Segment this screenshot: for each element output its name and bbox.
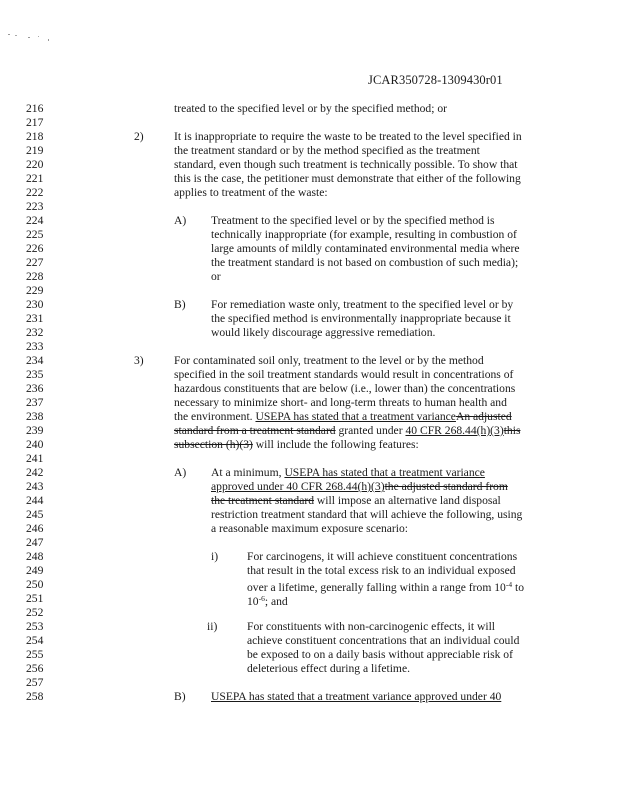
- text-line: For carcinogens, it will achieve constituent concentrations: [247, 550, 518, 563]
- line-number: 257: [26, 676, 44, 689]
- plain-text: ; and: [264, 595, 288, 608]
- text-line: applies to treatment of the waste:: [174, 186, 328, 199]
- text-line: [211, 494, 501, 508]
- text-line: large amounts of mildly contaminated environmental media where: [211, 242, 520, 255]
- text-line: be exposed to on a daily basis without appreciable risk of: [247, 648, 513, 661]
- item-marker: B): [174, 690, 186, 703]
- inserted-text: USEPA has stated that a treatment variance approved under 40: [211, 690, 502, 703]
- item-marker: 2): [134, 130, 144, 143]
- line-number: 235: [26, 368, 44, 381]
- line-number: 234: [26, 354, 44, 367]
- line-number: 222: [26, 186, 44, 199]
- line-number: 228: [26, 270, 44, 283]
- deleted-text: this: [503, 424, 521, 437]
- scan-specks: [6, 30, 56, 44]
- inserted-text: USEPA has stated that a treatment variance: [284, 466, 485, 479]
- line-number: 224: [26, 214, 44, 227]
- line-number: 247: [26, 536, 44, 549]
- plain-text: over a lifetime, generally falling within a range from 10: [247, 581, 506, 594]
- line-number: 218: [26, 130, 44, 143]
- item-marker: A): [174, 214, 187, 227]
- item-marker: i): [211, 550, 219, 563]
- line-number: 231: [26, 312, 44, 325]
- inserted-text: 40 CFR 268.44(h)(3): [405, 424, 504, 437]
- text-line: the treatment standard or by the method specified as the treatment: [174, 144, 480, 157]
- deleted-text: the treatment standard: [211, 494, 315, 507]
- text-line: It is inappropriate to require the waste to be treated to the level specified in: [174, 130, 522, 143]
- deleted-text: the adjusted standard from: [384, 480, 508, 493]
- text-line: technically inappropriate (for example, resulting in combustion of: [211, 228, 517, 241]
- text-line: that result in the total excess risk to an individual exposed: [247, 564, 516, 577]
- line-number: 229: [26, 284, 44, 297]
- line-number: 220: [26, 158, 44, 171]
- line-number: 221: [26, 172, 44, 185]
- text-line: [174, 438, 419, 452]
- text-line: necessary to minimize short- and long-term threats to human health and: [174, 396, 507, 409]
- line-number: 238: [26, 410, 44, 423]
- text-line: achieve constituent concentrations that an individual could: [247, 634, 520, 647]
- inserted-text: approved under 40 CFR 268.44(h)(3): [211, 480, 385, 493]
- line-number: 258: [26, 690, 44, 703]
- plain-text: granted under: [335, 424, 406, 437]
- plain-text: will include the following features:: [252, 438, 419, 451]
- line-number: 253: [26, 620, 44, 633]
- text-line: [247, 592, 288, 609]
- line-number: 230: [26, 298, 44, 311]
- text-line: the specified method is environmentally inappropriate because it: [211, 312, 511, 325]
- line-number: 250: [26, 578, 44, 591]
- item-marker: ii): [207, 620, 218, 633]
- item-marker: B): [174, 298, 186, 311]
- text-line: this is the case, the petitioner must demonstrate that either of the following: [174, 172, 521, 185]
- text-line: For constituents with non-carcinogenic effects, it will: [247, 620, 496, 633]
- line-number: 237: [26, 396, 44, 409]
- line-number: 252: [26, 606, 44, 619]
- text-line: a reasonable maximum exposure scenario:: [211, 522, 409, 535]
- exponent: -6: [258, 594, 265, 603]
- document-id: JCAR350728-1309430r01: [368, 73, 503, 87]
- text-line: would likely discourage aggressive remediation.: [211, 326, 436, 339]
- line-number: 241: [26, 452, 44, 465]
- line-number: 240: [26, 438, 44, 451]
- line-number: 256: [26, 662, 44, 675]
- text-line: treated to the specified level or by the specified method; or: [174, 102, 447, 115]
- line-number: 246: [26, 522, 44, 535]
- line-number: 249: [26, 564, 44, 577]
- plain-text: At a minimum,: [211, 466, 285, 479]
- exponent: -4: [505, 580, 513, 589]
- text-line: [174, 424, 520, 438]
- text-line: [174, 410, 512, 424]
- plain-text: will impose an alternative land disposal: [314, 494, 501, 507]
- line-number: 223: [26, 200, 44, 213]
- line-number: 239: [26, 424, 44, 437]
- inserted-text: USEPA has stated that a treatment variance: [255, 410, 456, 423]
- text-line: For contaminated soil only, treatment to the level or by the method: [174, 354, 484, 367]
- line-number: 255: [26, 648, 44, 661]
- deleted-text: An adjusted: [455, 410, 512, 423]
- item-marker: 3): [134, 354, 144, 367]
- text-line: the treatment standard is not based on combustion of such media);: [211, 256, 519, 269]
- line-number: 251: [26, 592, 44, 605]
- deleted-text: standard from a treatment standard: [174, 424, 336, 437]
- line-number: 245: [26, 508, 44, 521]
- text-line: hazardous constituents that are below (i.e., lower than) the concentrations: [174, 382, 516, 395]
- line-number: 227: [26, 256, 44, 269]
- line-number: 248: [26, 550, 44, 563]
- text-line: [211, 466, 485, 480]
- line-number: 216: [26, 102, 44, 115]
- line-number: 217: [26, 116, 44, 129]
- text-line: Treatment to the specified level or by the specified method is: [211, 214, 495, 227]
- line-number: 225: [26, 228, 44, 241]
- line-number: 236: [26, 382, 44, 395]
- line-number: 244: [26, 494, 44, 507]
- plain-text: 10: [247, 595, 259, 608]
- plain-text: the environment.: [174, 410, 256, 423]
- plain-text: to: [512, 581, 525, 594]
- text-line: [247, 578, 524, 595]
- line-number: 254: [26, 634, 44, 647]
- text-line: For remediation waste only, treatment to the specified level or by: [211, 298, 514, 311]
- line-number: 226: [26, 242, 44, 255]
- text-line: or: [211, 270, 221, 283]
- line-number: 232: [26, 326, 44, 339]
- text-line: deleterious effect during a lifetime.: [247, 662, 410, 675]
- line-number: 219: [26, 144, 44, 157]
- line-number: 242: [26, 466, 44, 479]
- text-line: specified in the soil treatment standards would result in concentrations of: [174, 368, 514, 381]
- line-number: 243: [26, 480, 44, 493]
- text-line: standard, even though such treatment is technically possible. To show that: [174, 158, 518, 171]
- deleted-text: subsection (h)(3): [174, 438, 253, 451]
- text-line: restriction treatment standard that will achieve the following, using: [211, 508, 523, 521]
- item-marker: A): [174, 466, 187, 479]
- line-number: 233: [26, 340, 44, 353]
- text-line: [211, 480, 508, 494]
